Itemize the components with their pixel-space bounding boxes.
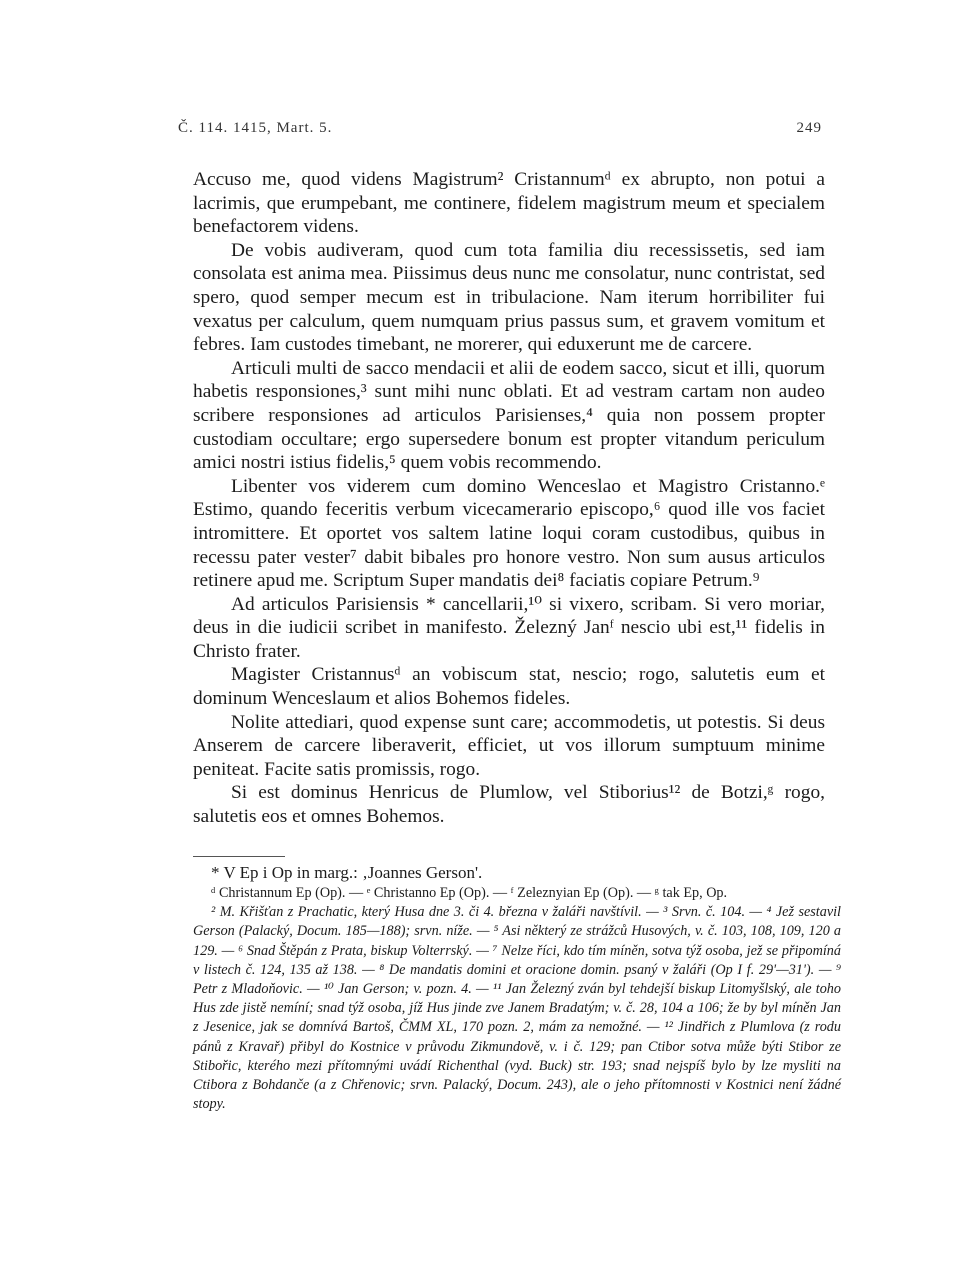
footnote-divider [193,856,285,857]
body-paragraph: Libenter vos viderem cum domino Wenceslao et Magistro Cristanno.ᵉ Estimo, quando feceritis verbum vicecamerario episcopo,⁶ quod ille vos faciet intromittere. Et oportet vos saltem latine loqui coram custodibus, quibus in recessu pater vester⁷ dabit bibales pro honore vestro. Non sum ausus articulos retinere apud me. Scriptum Super mandatis dei⁸ faciatis copiare Petrum.⁹ [193,475,825,592]
footnote-commentary: ² M. Křišťan z Prachatic, který Husa dne 3. či 4. března v žaláři navštívil. — ³ Srvn. č. 104. — ⁴ Jež sestavil Gerson (Palacký, Docum. 185—188); srvn. níže. — ⁵ Asi některý ze strážců Husových, v. č. 103, 108, 109, 120 a 129. — ⁶ Snad Štěpán z Prata, biskup Volterrský. — ⁷ Nelze říci, kdo tím míněn, sotva týž osoba, jež se připomíná v listech č. 124, 135 až 138. — ⁸ De mandatis domini et oracione domin. psaný v žaláři (Op I f. 29'—31'). — ⁹ Petr z Mladoňovic. — ¹⁰ Jan Gerson; v. pozn. 4. — ¹¹ Jan Železný zván byl tehdejší biskup Litomyšlský, ale toho Hus zde jistě nemíní; snad týž osoba, jíž Hus jinde zve Janem Bradatým; v. č. 28, 104 a 106; že by byl míněn Jan z Jesenice, jak se domnívá Bartoš, ČMM XL, 170 pozn. 2, mám za nemožné. — ¹² Jindřich z Plumlova (z rodu pánů z Kravař) přibyl do Kostnice v průvodu Zikmundově, v. i č. 129; pan Ctibor sotva může býti Stibor ze Stibořic, kterého mezi přítomnými uvádí Richenthal (vyd. Buck) str. 193; snad nejspíš bylo by lze mysliti na Ctibora z Bohdanče (a z Chřenovic; srvn. Palacký, Docum. 243), ale o jeho přítomnosti v Kostnici není žádné stopy. [193,904,841,1113]
letter-body [193,168,825,829]
footnote-star: * V Ep i Op in marg.: ‚Joannes Gerson'. [211,863,483,882]
body-paragraph: Ad articulos Parisiensis * cancellarii,¹⁰ si vixero, scribam. Si vero moriar, deus in die iudicii scribet in manifesto. Železný Janᶠ nescio ubi est,¹¹ fidelis in Christo frater. [193,593,825,662]
body-paragraph: Accuso me, quod videns Magistrum² Cristannumᵈ ex abrupto, non potui a lacrimis, que erumpebant, me continere, fidelem magistrum meum et specialem benefactorem videns. [193,169,825,238]
body-paragraph: Magister Cristannusᵈ an vobiscum stat, nescio; rogo, salutetis eum et dominum Wenceslaum et alios Bohemos fideles. [193,664,825,710]
body-paragraph: Si est dominus Henricus de Plumlow, vel Stiborius¹² de Botzi,ᵍ rogo, salutetis eos et omnes Bohemos. [193,782,825,828]
body-paragraph: Nolite attediari, quod expense sunt care; accommodetis, ut potestis. Si deus Anserem de carcere liberaverit, efficiet, ut vos illorum sumptuum minime peniteat. Facite satis promissis, rogo. [193,711,825,780]
header-document-reference: Č. 114. 1415, Mart. 5. [178,120,333,136]
body-paragraph: Articuli multi de sacco mendacii et alii de eodem sacco, sicut et illi, quorum habetis responsiones,³ sunt mihi nunc oblati. Et ad vestram cartam non audeo scribere responsiones ad articulos Parisienses,⁴ quia non possem propter custodiam occultare; ergo supersedere bonum est propter vitandum periculum amici nostri istius fidelis,⁵ quem vobis recommendo. [193,357,825,474]
footnotes [193,862,841,1114]
body-paragraph: De vobis audiveram, quod cum tota familia diu recessissetis, sed iam consolata est anima mea. Piissimus deus nunc me consolatur, nunc contristat, sed spero, quod semper mecum est in tribulacione. Nam iterum horribiliter fui vexatus per calculum, quem numquam prius passus sum, et gravem vomitum et febres. Iam custodes timebant, ne morerer, qui eduxerunt me de carcere. [193,239,825,356]
page-number: 249 [796,120,822,136]
footnote-variants: ᵈ Christannum Ep (Op). — ᵉ Christanno Ep (Op). — ᶠ Zeleznyian Ep (Op). — ᵍ tak Ep, Op. [211,885,728,901]
